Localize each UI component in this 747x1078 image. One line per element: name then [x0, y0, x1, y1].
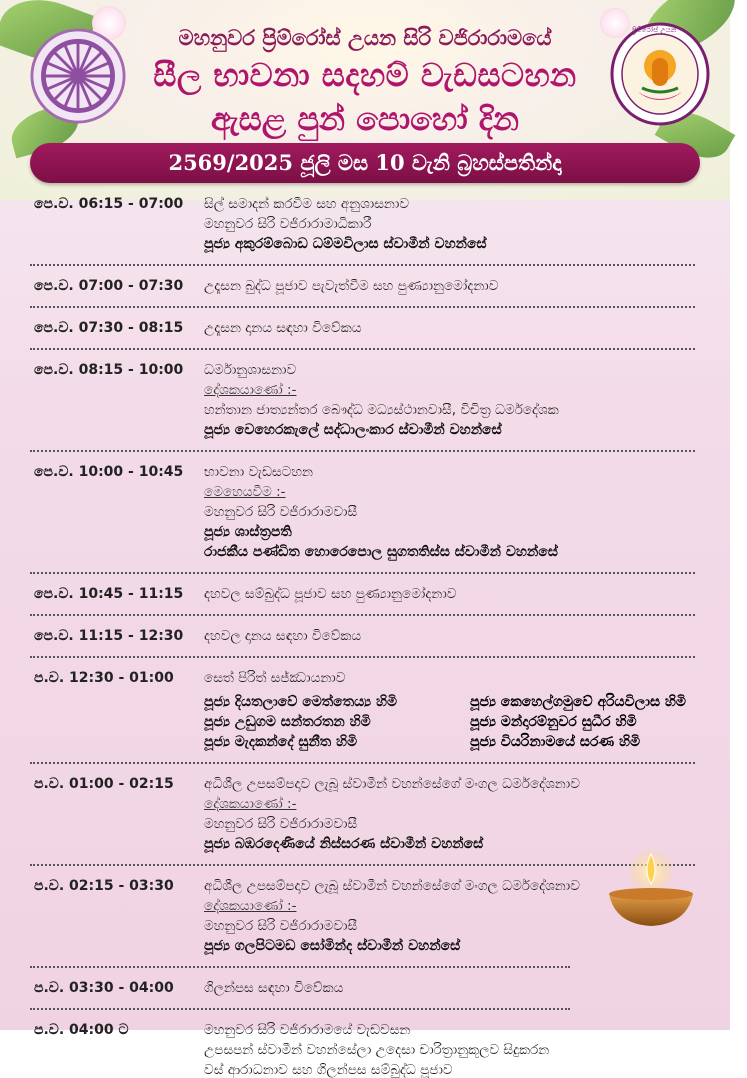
- monk-name: පූජ්‍ය දියතලාවේ මෙත්තෙය්‍ය හිමි: [204, 694, 398, 710]
- activity-text: මහනුවර සිරි වජිරාරාමවාසී: [204, 816, 358, 832]
- activity-text: අධිශීල උපසම්පදාව ලැබූ ස්වාමීන් වහන්සේගේ මංගල ධර්මදේශනාව: [204, 878, 580, 894]
- dotted-separator: [30, 614, 695, 616]
- activity-text: මහනුවර සිරි වජිරාරාමාධිකාරී: [204, 216, 372, 232]
- schedule-time: ප.ව. 02:15 - 03:30: [34, 878, 174, 894]
- activity-text: උදෑසන දානය සඳහා විවේකය: [204, 320, 362, 336]
- temple-seal-logo: [610, 22, 710, 126]
- oil-lamp-icon: [595, 850, 705, 930]
- role-label: දේශකයාණෝ :-: [204, 898, 297, 914]
- monk-name: පූජ්‍ය ශාස්ත්‍රපති: [204, 524, 292, 540]
- dotted-separator: [30, 762, 695, 764]
- monk-name: පූජ්‍ය වෙහෙරකැලේ සද්ධාලංකාර ස්වාමීන් වහන්සේ: [204, 422, 502, 438]
- dotted-separator: [30, 306, 695, 308]
- schedule-time: පෙ.ව. 11:15 - 12:30: [34, 628, 184, 644]
- monk-name: පූජ්‍ය මන්දාරම්නුවර සුධීර හිමි: [470, 714, 637, 730]
- activity-text: උපසපන් ස්වාමීන් වහන්සේලා උදෙසා චාරිත්‍රානුකූලව සිදුකරන: [204, 1042, 550, 1058]
- dotted-separator: [30, 572, 695, 574]
- monk-name: පූජ්‍ය කෙහෙල්ගමුවේ අරියවිලාස හිමි: [470, 694, 686, 710]
- monk-name: පූජ්‍ය ගලපිටමඩ සෝමින්ද ස්වාමීන් වහන්සේ: [204, 938, 461, 954]
- activity-text: ගිලන්පස සඳහා විවේකය: [204, 980, 344, 996]
- schedule-time: ප.ව. 12:30 - 01:00: [34, 670, 174, 686]
- date-banner: 2569/2025 ජූලි මස 10 වැනි බ්‍රහස්පතින්දා: [30, 143, 700, 183]
- activity-text: සිල් සමාදන් කරවීම සහ අනුශාසනාව: [204, 196, 410, 212]
- poya-day-title: ඇසළ පුන් පොහෝ දින: [211, 100, 519, 138]
- dotted-separator: [30, 348, 695, 350]
- dotted-separator: [30, 1008, 570, 1010]
- schedule-time: පෙ.ව. 06:15 - 07:00: [34, 196, 184, 212]
- schedule-time: ප.ව. 03:30 - 04:00: [34, 980, 174, 996]
- monk-name: පූජ්‍ය වියරිනාමයේ සරණ හිමි: [470, 734, 641, 750]
- schedule-time: පෙ.ව. 08:15 - 10:00: [34, 362, 184, 378]
- monk-name: පූජ්‍ය බඹරදෙණියේ නිස්සරණ ස්වාමීන් වහන්සේ: [204, 836, 484, 852]
- activity-text: භාවනා වැඩසටහන: [204, 464, 313, 480]
- activity-text: මහනුවර සිරි වජිරාරාමවාසී: [204, 504, 358, 520]
- schedule-time: පෙ.ව. 10:00 - 10:45: [34, 464, 184, 480]
- dharma-wheel-icon: [30, 28, 126, 124]
- role-label: දේශකයාණෝ :-: [204, 382, 297, 398]
- schedule-time: පෙ.ව. 07:00 - 07:30: [34, 278, 184, 294]
- schedule-time: ප.ව. 01:00 - 02:15: [34, 776, 174, 792]
- monk-name: පූජ්‍ය උඩුගම සන්තරතන හිමි: [204, 714, 371, 730]
- dotted-separator: [30, 656, 695, 658]
- role-label: මෙහෙයවීම :-: [204, 484, 286, 500]
- activity-text: ධර්මානුශාසනාව: [204, 362, 297, 378]
- seal-text: ප්‍රිම්රෝස් උයන: [632, 26, 677, 34]
- activity-text: දහවල දානය සඳහා විවේකය: [204, 628, 362, 644]
- temple-name: මහනුවර ප්‍රිම්රෝස් උයන සිරි වජිරාරාමයේ: [178, 26, 552, 50]
- activity-text: මහනුවර සිරි වජිරාරාමයේ වැඩවසන: [204, 1022, 411, 1038]
- dotted-separator: [30, 264, 695, 266]
- activity-text: දහවල සම්බුද්ධ පූජාව සහ පුණ්‍යානුමෝදනාව: [204, 586, 457, 602]
- programme-title: සීල භාවනා සදහම් වැඩසටහන: [153, 56, 577, 94]
- schedule-time: පෙ.ව. 10:45 - 11:15: [34, 586, 184, 602]
- activity-text: මහනුවර සිරි වජිරාරාමවාසී: [204, 918, 358, 934]
- monk-name: රාජකීය පණ්ඩිත හොරෙපොල සුගතතිස්ස ස්වාමීන් වහන්සේ: [204, 544, 558, 560]
- role-label: දේශකයාණෝ :-: [204, 796, 297, 812]
- activity-text: උදෑසන බුද්ධ පූජාව පැවැත්වීම සහ පුණ්‍යානුමෝදනාව: [204, 278, 499, 294]
- header-banner: [0, 0, 730, 200]
- activity-text: සෙත් පිරිත් සජ්ඣායනාව: [204, 670, 346, 686]
- activity-text: හන්තාන ජාත්‍යන්තර බෞද්ධ මධ්‍යස්ථානවාසී, විචිත්‍ර ධර්මදේශක: [204, 402, 559, 418]
- dotted-separator: [30, 450, 695, 452]
- activity-text: අධිශීල උපසම්පදාව ලැබූ ස්වාමීන් වහන්සේගේ මංගල ධර්මදේශනාව: [204, 776, 580, 792]
- schedule-time: ප.ව. 04:00 ට: [34, 1022, 129, 1038]
- monk-name: පූජ්‍ය අකුරම්බොඩ ධම්මවිලාස ස්වාමීන් වහන්සේ: [204, 236, 487, 252]
- activity-text: වස් ආරාධනාව සහ ගිලන්පස සම්බුද්ධ පූජාව: [204, 1062, 453, 1078]
- dotted-separator: [30, 966, 570, 968]
- schedule-time: පෙ.ව. 07:30 - 08:15: [34, 320, 184, 336]
- monk-name: පූජ්‍ය මැදකන්දේ සුනීත හිමි: [204, 734, 358, 750]
